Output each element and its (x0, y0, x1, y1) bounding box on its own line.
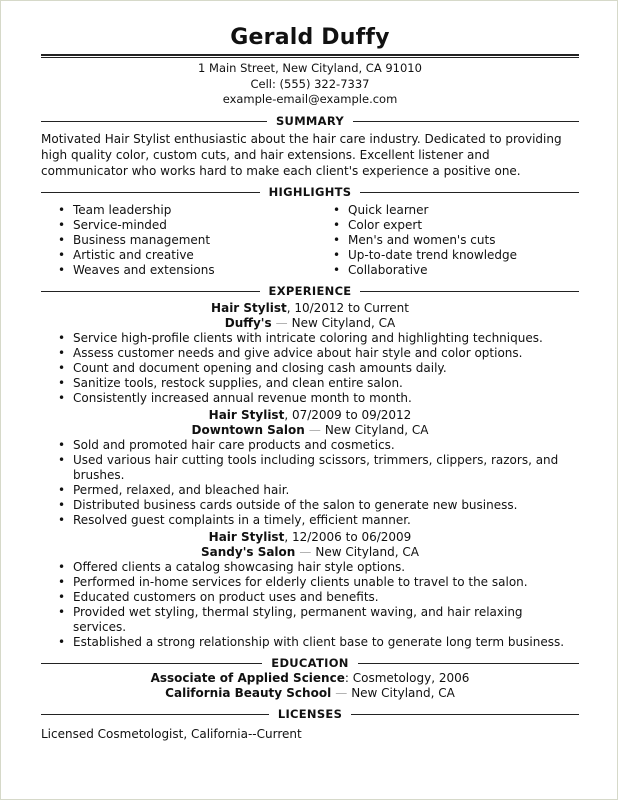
field-of-study: : Cosmetology, 2006 (344, 670, 470, 685)
list-item: • Offered clients a catalog showcasing hair style options. (58, 560, 579, 575)
section-title: EDUCATION (271, 656, 349, 670)
list-item: • Color expert (333, 218, 517, 233)
job-title-line (41, 530, 579, 545)
degree-line (41, 671, 579, 686)
header-rule (41, 54, 579, 58)
separator: — (275, 315, 288, 330)
experience-heading (41, 284, 579, 299)
email: example-email@example.com (222, 92, 398, 106)
list-item: • Collaborative (333, 263, 517, 278)
divider (360, 192, 579, 193)
highlights-right-column (333, 203, 517, 278)
education-heading (41, 656, 579, 671)
list-item: • Team leadership (58, 203, 333, 218)
section-title: LICENSES (277, 707, 343, 721)
list-item: • Distributed business cards outside of the salon to generate new business. (58, 498, 579, 513)
list-item: • Established a strong relationship with client base to generate long term business. (58, 635, 579, 650)
job-entry (41, 408, 579, 528)
highlights-left-column (58, 203, 333, 278)
highlights-heading (41, 185, 579, 200)
company-location: New Cityland, CA (315, 544, 419, 559)
divider (41, 714, 269, 715)
job-dates: , 10/2012 to Current (286, 300, 409, 315)
job-title: Hair Stylist (211, 300, 287, 315)
divider (358, 663, 579, 664)
divider (41, 192, 260, 193)
address: 1 Main Street, New Cityland, CA 91010 (198, 61, 422, 75)
list-item: • Service high-profile clients with intricate coloring and highlighting techniques. (58, 331, 579, 346)
job-duties (58, 331, 579, 406)
school-location: New Cityland, CA (351, 685, 455, 700)
list-item: • Consistently increased annual revenue month to month. (58, 391, 579, 406)
company-location: New Cityland, CA (324, 422, 429, 437)
list-item: • Permed, relaxed, and bleached hair. (58, 483, 579, 498)
list-item: • Count and document opening and closing cash amounts daily. (58, 361, 579, 376)
section-title: HIGHLIGHTS (268, 185, 352, 199)
job-company-line (41, 423, 579, 438)
candidate-name: Gerald Duffy (230, 25, 390, 50)
list-item: • Business management (58, 233, 333, 248)
highlights-list (41, 203, 579, 278)
degree: Associate of Applied Science (150, 670, 345, 685)
divider (360, 291, 579, 292)
job-duties (58, 560, 579, 650)
phone: Cell: (555) 322-7337 (250, 76, 370, 91)
job-title-line (41, 301, 579, 316)
school-line (41, 686, 579, 701)
divider (353, 121, 579, 122)
resume-body (41, 1, 579, 799)
license-text: Licensed Cosmetologist, California--Current (41, 726, 302, 741)
job-dates: , 12/2006 to 06/2009 (284, 529, 412, 544)
job-duties (58, 438, 579, 528)
company-name: Downtown Salon (191, 422, 305, 437)
section-title: EXPERIENCE (268, 284, 352, 298)
list-item: • Service-minded (58, 218, 333, 233)
divider (41, 291, 260, 292)
company-location: New Cityland, CA (291, 315, 396, 330)
divider (41, 121, 267, 122)
list-item: • Resolved guest complaints in a timely, efficient manner. (58, 513, 579, 528)
list-item: • Up-to-date trend knowledge (333, 248, 517, 263)
company-name: Duffy's (224, 315, 272, 330)
job-dates: , 07/2009 to 09/2012 (284, 407, 412, 422)
licenses-heading (41, 707, 579, 722)
list-item: • Men's and women's cuts (333, 233, 517, 248)
list-item: • Provided wet styling, thermal styling, permanent waving, and hair relaxing services. (58, 605, 579, 635)
list-item: • Sold and promoted hair care products and cosmetics. (58, 438, 579, 453)
job-title-line (41, 408, 579, 423)
job-company-line (41, 545, 579, 560)
job-title: Hair Stylist (208, 407, 285, 422)
company-name: Sandy's Salon (201, 544, 296, 559)
list-item: • Performed in-home services for elderly clients unable to travel to the salon. (58, 575, 579, 590)
list-item: • Used various hair cutting tools including scissors, trimmers, clippers, razors, and brushes. (58, 453, 579, 483)
section-title: SUMMARY (275, 114, 345, 128)
separator: — (335, 685, 348, 700)
job-title: Hair Stylist (208, 529, 285, 544)
divider (41, 663, 262, 664)
divider (351, 714, 579, 715)
list-item: • Assess customer needs and give advice about hair style and color options. (58, 346, 579, 361)
list-item: • Artistic and creative (58, 248, 333, 263)
list-item: • Educated customers on product uses and benefits. (58, 590, 579, 605)
school-name: California Beauty School (165, 685, 332, 700)
list-item: • Sanitize tools, restock supplies, and clean entire salon. (58, 376, 579, 391)
list-item: • Weaves and extensions (58, 263, 333, 278)
contact-block (41, 61, 579, 108)
job-entry (41, 301, 579, 406)
separator: — (299, 544, 312, 559)
separator: — (308, 422, 321, 437)
summary-heading (41, 114, 579, 129)
job-entry (41, 530, 579, 650)
job-company-line (41, 316, 579, 331)
summary-text: Motivated Hair Stylist enthusiastic about the hair care industry. Dedicated to providing high quality color, custom cuts, and hair extensions. Excellent listener and communicator who works hard to make each client's experience a positive one. (41, 131, 562, 178)
list-item: • Quick learner (333, 203, 517, 218)
